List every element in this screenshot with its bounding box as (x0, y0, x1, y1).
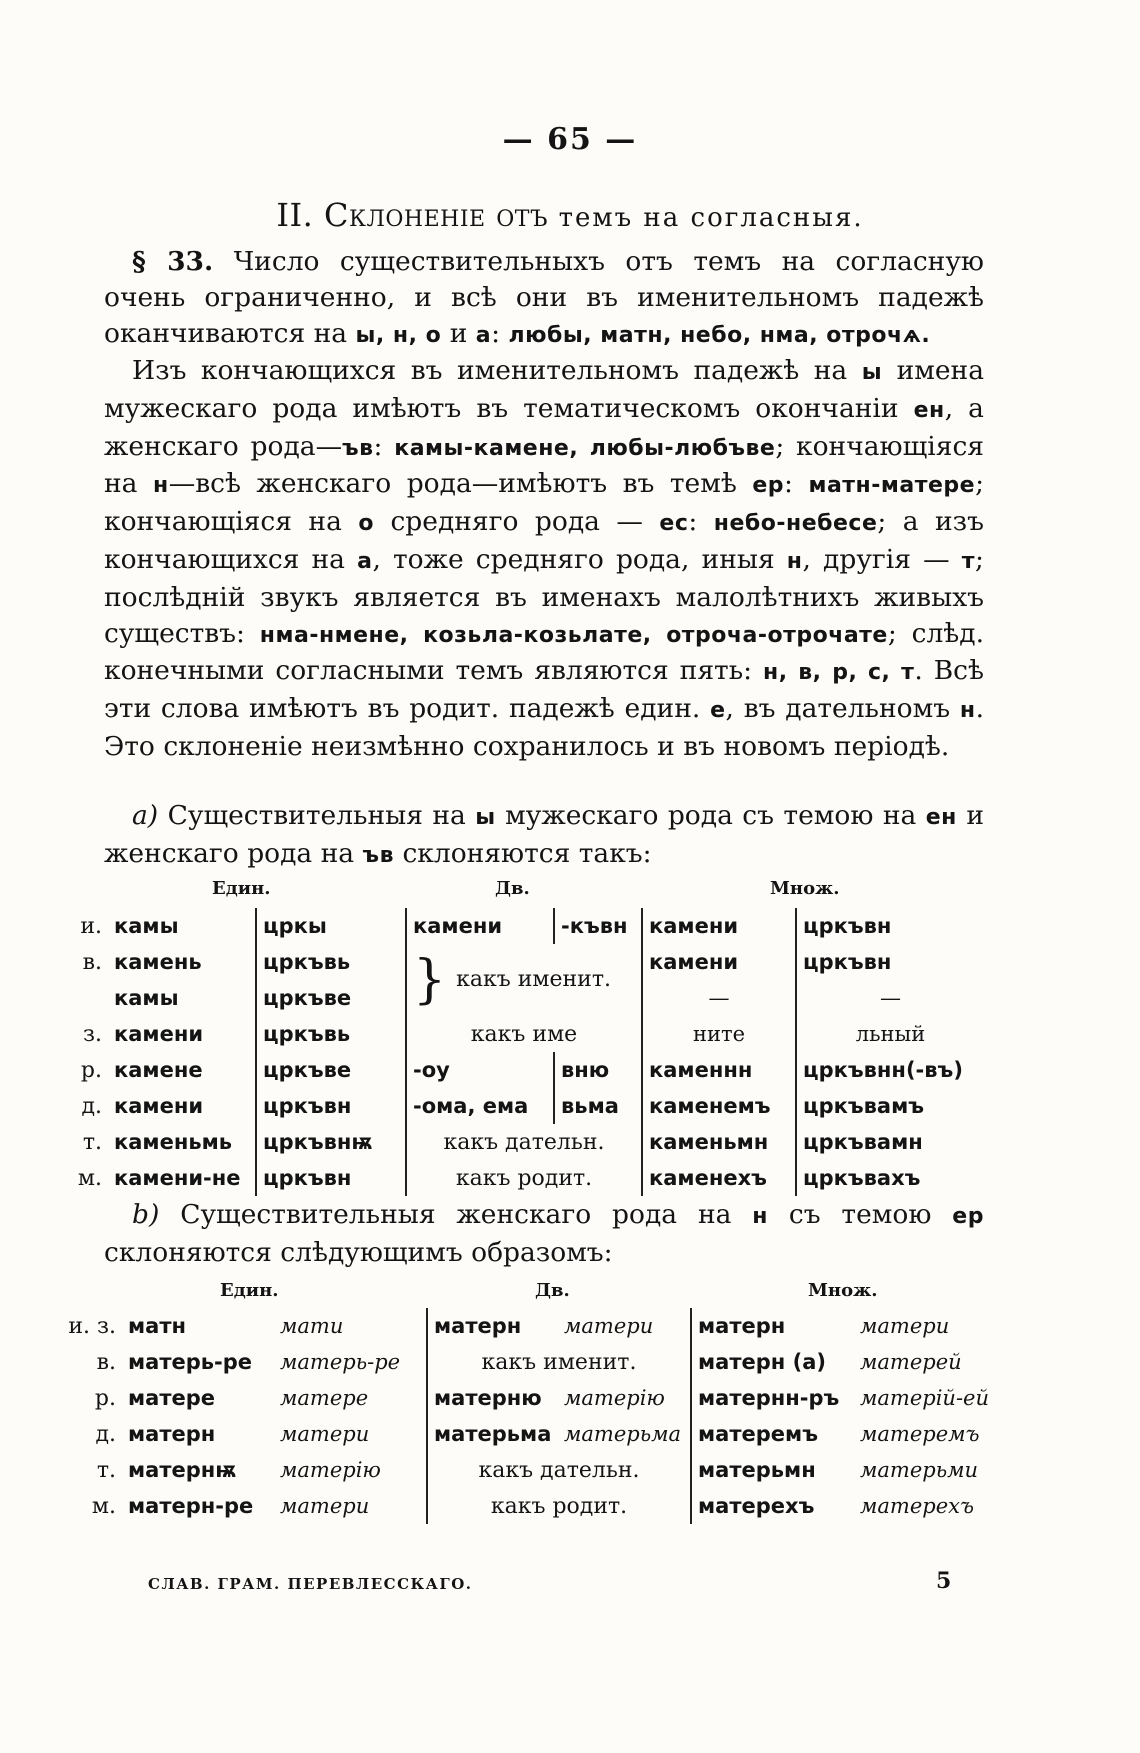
para2-text-2: имена мужескаго рода имѣютъ въ тематическомъ окончаніи (104, 355, 984, 424)
para2-text-5: ; кончающіяся на (104, 430, 984, 500)
caption-a-text-2: мужескаго рода съ темою на (505, 800, 917, 831)
para2-text-12: , тоже средняго рода, иныя (372, 543, 775, 575)
brace-text: какъ именит. (456, 967, 611, 992)
declension-table-a (58, 908, 984, 1196)
table-b-cell-c4: матерьма (564, 1422, 682, 1446)
table-a-row (58, 1124, 984, 1160)
table-b-cell-c5: матерн (691, 1308, 854, 1344)
para2-text-16: . Всѣ эти слова имѣютъ въ родит. падежѣ един. (104, 655, 984, 725)
table-a-cell-c4: вню (554, 1052, 642, 1088)
table-b-row (58, 1380, 1006, 1416)
para2-sl-11: а (357, 548, 373, 574)
table-a-row (58, 1088, 984, 1124)
heading-roman: II. (276, 196, 314, 234)
heading-title-small: темъ на согласныя. (558, 203, 864, 233)
table-b-cell-c3: какъ именит. (427, 1344, 691, 1380)
para2-text-10: : (688, 506, 698, 538)
table-b-cell-c2: матере (280, 1386, 369, 1410)
table-a-cell-case (58, 980, 108, 1016)
table-b-header-du: Дв. (535, 1280, 570, 1301)
table-a-cell-c1: камени (114, 1022, 204, 1046)
table-b-cell-c2: мати (280, 1314, 344, 1338)
table-a-row (58, 1052, 984, 1088)
table-a-brace-cell (406, 944, 642, 1016)
table-a-header-pl: Множ. (770, 878, 840, 899)
table-a-cell-c2: цркы (256, 908, 406, 944)
caption-b-label: b) (132, 1199, 160, 1230)
table-a-cell-c2: цркъвь (256, 1016, 406, 1052)
para2-sl-17: н (959, 698, 976, 724)
table-b-cell-case: и. з. (68, 1313, 116, 1339)
table-b-cell-c1: матн (128, 1314, 187, 1338)
caption-a-text-3: и женскаго рода на (104, 800, 984, 869)
para2-sl-8: о (358, 511, 374, 537)
paragraph-2 (104, 353, 984, 765)
para2-sl-2: ен (913, 397, 945, 423)
para2-sl-13: т (961, 548, 976, 574)
table-a-row (58, 908, 984, 944)
para1-text-2: и (449, 317, 468, 349)
para2-text-18: . Это склоненіе неизмѣнно сохранилось и въ новомъ періодѣ. (104, 693, 984, 762)
para2-text-1: Изъ кончающихся въ именительномъ падежѣ на (132, 355, 848, 386)
paragraph-33 (104, 244, 984, 353)
table-b-cell-c5: матерьмн (691, 1452, 854, 1488)
table-a-cell-c3: -ома, ема (406, 1088, 554, 1124)
table-a-cell-c2: цркъвь (256, 944, 406, 980)
section-heading (0, 196, 1140, 234)
table-b-cell-c1: матернѭ (128, 1458, 237, 1482)
table-b-header-pl: Множ. (808, 1280, 878, 1301)
table-b-cell-c2: матери (280, 1422, 370, 1446)
table-a-cell-c3: какъ дательн. (406, 1124, 642, 1160)
table-a-cell-c2: цркъвн (256, 1160, 406, 1196)
table-b-cell-case: т. (96, 1457, 116, 1483)
section-mark: § 33. (132, 246, 214, 277)
para2-text-11: ; а изъ кончающихся на (104, 506, 984, 575)
para2-sl-16: е (710, 698, 726, 724)
table-b-cell-c3: матерн (427, 1308, 558, 1344)
table-a-cell-c5: — (642, 980, 796, 1016)
para2-sl-15: н, в, р, с, т (763, 660, 915, 686)
table-b-cell-c1: матере (128, 1386, 216, 1410)
table-b-cell-c5: матернн-ръ (691, 1380, 854, 1416)
table-a-cell-c1: камене (114, 1058, 203, 1082)
table-b-cell-c2: матери (280, 1494, 370, 1518)
footer-signature-mark: 5 (936, 1568, 952, 1594)
table-a-cell-c3: какъ име (406, 1016, 642, 1052)
para2-text-4: : (373, 430, 383, 462)
table-b-cell-c1: матерь-ре (128, 1350, 253, 1374)
para2-text-7: : (784, 468, 793, 500)
table-a-cell-c5: каменьмн (642, 1124, 796, 1160)
table-b-cell-c5: матерн (а) (691, 1344, 854, 1380)
table-a-cell-case: т. (82, 1129, 102, 1155)
table-a-cell-c1: камень (114, 950, 202, 974)
table-b-cell-c5: матерехъ (691, 1488, 854, 1524)
table-a-cell-c5: каменемъ (642, 1088, 796, 1124)
caption-a-sl-2: ен (925, 805, 957, 830)
para2-sl-12: н (786, 548, 803, 574)
table-a-cell-case: д. (81, 1093, 102, 1119)
table-a-cell-c3: -оу (406, 1052, 554, 1088)
caption-b (104, 1197, 984, 1271)
caption-b-sl-2: ер (952, 1204, 984, 1229)
table-a-header-du: Дв. (495, 878, 530, 899)
table-a-cell-c6: — (796, 980, 984, 1016)
table-a-cell-case: з. (83, 1021, 102, 1047)
caption-a-sl-3: ъв (362, 842, 395, 868)
table-a-cell-c3: камени (406, 908, 554, 944)
para2-text-13: , другія — (802, 543, 950, 575)
para2-sl-3: ъв (342, 435, 374, 461)
caption-a-text-1: Существительныя на (167, 800, 466, 831)
table-b-cell-case: р. (94, 1385, 116, 1411)
table-a-cell-c6: льный (796, 1016, 984, 1052)
caption-a-sl-1: ы (475, 805, 496, 830)
para2-sl-9: ес (659, 511, 689, 537)
para2-text-8: ; кончающіяся на (104, 468, 984, 538)
table-b-cell-c6: матери (860, 1314, 950, 1338)
table-b-cell-c3: какъ родит. (427, 1488, 691, 1524)
brace-glyph: } (413, 950, 447, 1010)
caption-b-text-2: съ темою (788, 1199, 932, 1230)
table-b-row (58, 1344, 1006, 1380)
table-b-cell-c6: матеремъ (860, 1422, 980, 1446)
table-b-cell-c3: какъ дательн. (427, 1452, 691, 1488)
caption-b-text-1: Существительныя женскаго рода на (180, 1199, 732, 1230)
table-b-cell-case: в. (96, 1349, 116, 1375)
table-b-cell-c3: матерню (427, 1380, 558, 1416)
table-a-cell-c5: ните (642, 1016, 796, 1052)
para1-slavonic-2: а (475, 322, 492, 348)
table-a-cell-c5: камени (642, 908, 796, 944)
caption-a-text-4: склоняются такъ: (402, 837, 652, 869)
table-b-cell-c3: матерьма (427, 1416, 558, 1452)
table-b-cell-c1: матерн-ре (128, 1494, 254, 1518)
table-a-cell-c6: цркъвамн (796, 1124, 984, 1160)
table-a-row (58, 1160, 984, 1196)
para2-sl-10: небо-небесе (713, 511, 878, 537)
para2-sl-7: матн-матере (808, 473, 976, 499)
table-b-row (58, 1488, 1006, 1524)
para2-sl-1: ы (861, 360, 883, 385)
para1-slavonic-3: любы, матн, небо, нма, отрочѧ. (508, 322, 931, 348)
table-b-header-sg: Един. (220, 1280, 279, 1301)
table-a-cell-c4: вьма (554, 1088, 642, 1124)
para2-text-3: , а женскаго рода— (104, 392, 984, 462)
caption-b-text-3: склоняются слѣдующимъ образомъ: (104, 1236, 613, 1268)
table-b-cell-c2: матерь-ре (280, 1350, 401, 1374)
table-a-cell-c5: камени (642, 944, 796, 980)
table-a-cell-case: р. (80, 1057, 102, 1083)
table-a-cell-c2: цркъвнѭ (256, 1124, 406, 1160)
table-b-cell-c5: матеремъ (691, 1416, 854, 1452)
table-a-cell-case: м. (77, 1165, 102, 1191)
table-b-cell-c6: матерехъ (860, 1494, 974, 1518)
table-a-row (58, 1016, 984, 1052)
para2-sl-5: н (152, 473, 169, 499)
footer-book-title: СЛАВ. ГРАМ. ПЕРЕВЛЕССКАГО. (148, 1575, 473, 1593)
caption-b-sl-1: н (752, 1204, 768, 1229)
table-b-row (58, 1416, 1006, 1452)
caption-a-label: a) (132, 800, 159, 831)
para1-text-3: : (491, 317, 501, 349)
para1-slavonic-1: ы, н, о (355, 322, 442, 348)
table-a-cell-c6: цркъвахъ (796, 1160, 984, 1196)
para2-sl-6: ер (752, 473, 785, 499)
table-a-cell-c5: каменехъ (642, 1160, 796, 1196)
table-b-cell-c6: матерій-ей (860, 1386, 990, 1410)
table-b-cell-c6: матерей (860, 1350, 962, 1374)
table-a-cell-case: в. (82, 949, 102, 975)
para2-text-6: —всѣ женскаго рода—имѣютъ въ темѣ (168, 468, 737, 500)
table-b-cell-c4: матери (564, 1314, 654, 1338)
table-a-cell-c3: какъ родит. (406, 1160, 642, 1196)
para1-text-1: Число существительныхъ отъ темъ на согласную очень ограниченно, и всѣ они въ именительномъ падежѣ оканчиваются на (104, 246, 984, 349)
para2-text-15: ; слѣд. конечными согласными темъ являются пять: (104, 617, 984, 687)
table-b-cell-c2: матерію (280, 1458, 381, 1482)
table-a-cell-c2: цркъве (256, 980, 406, 1016)
declension-table-b (58, 1308, 1006, 1524)
table-a-cell-case: и. (80, 913, 102, 939)
table-b-cell-c4: матерію (564, 1386, 665, 1410)
caption-a (104, 798, 984, 874)
table-a-cell-c6: цркъвнн(-въ) (796, 1052, 984, 1088)
para2-text-9: средняго рода — (390, 506, 643, 538)
table-a-cell-c2: цркъвн (256, 1088, 406, 1124)
table-a-cell-c1: камени (114, 1094, 204, 1118)
table-a-cell-c1: камы (114, 986, 179, 1010)
page-number: — 65 — (502, 122, 638, 157)
table-b-cell-c1: матерн (128, 1422, 216, 1446)
table-a-cell-c1: каменьмь (114, 1130, 233, 1154)
table-b-cell-case: м. (91, 1493, 116, 1519)
table-b-row (58, 1308, 1006, 1344)
heading-title: Склоненіе отъ (323, 196, 548, 234)
table-b-cell-c6: матерьми (860, 1458, 979, 1482)
table-a-cell-c6: цркъвн (796, 908, 984, 944)
para2-sl-4: камы-камене, любы-любъве (394, 435, 776, 461)
table-a-cell-c5: каменнн (642, 1052, 796, 1088)
table-a-cell-c1: камени-не (114, 1166, 241, 1190)
para2-sl-14: нма-нмене, козьла-козьлате, отроча-отрочате (259, 622, 888, 648)
table-a-row (58, 944, 984, 980)
table-a-cell-c1: камы (114, 914, 179, 938)
table-a-cell-c2: цркъве (256, 1052, 406, 1088)
table-a-cell-c6: цркъвн (796, 944, 984, 980)
table-a-cell-c4: -къвн (554, 908, 642, 944)
table-a-header-sg: Един. (212, 878, 271, 899)
table-b-row (58, 1452, 1006, 1488)
table-a-cell-c6: цркъвамъ (796, 1088, 984, 1124)
para2-text-14: ; послѣдній звукъ является въ именахъ малолѣтнихъ живыхъ существъ: (104, 543, 984, 649)
table-b-cell-case: д. (95, 1421, 116, 1447)
para2-text-17: , въ дательномъ (725, 693, 951, 725)
